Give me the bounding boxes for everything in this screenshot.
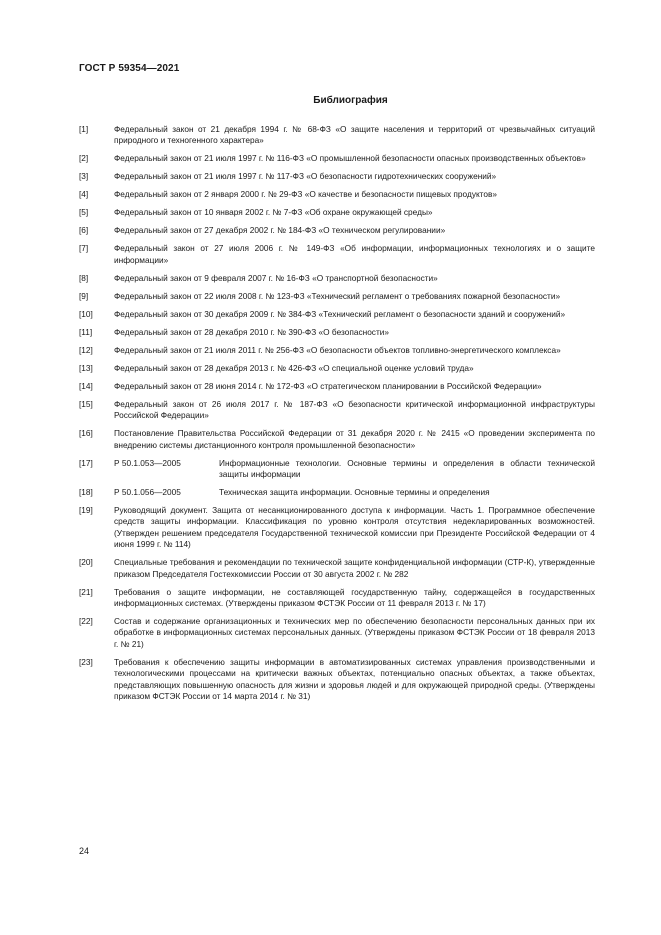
bibliography-entry (79, 487, 595, 498)
entry-number: [19] (79, 505, 93, 516)
section-title: Библиография (313, 95, 388, 106)
entry-text: Требования к обеспечению защиты информации в автоматизированных системах управления производственными и технологическими процессами на критически важных объектах, потенциально опасных объектах, а также объектах, представляющих повышенную опасность для жизни и здоровья людей и для окружающей природной среды. (Утверждены приказом ФСТЭК России от 14 марта 2014 г. № 31) (114, 656, 595, 702)
bibliography-entry (79, 273, 595, 284)
entry-number: [11] (79, 326, 93, 337)
bibliography-entry (79, 657, 595, 703)
bibliography-entry (79, 243, 595, 266)
entry-text: Федеральный закон от 10 января 2002 г. № 7-ФЗ «Об охране окружающей среды» (114, 207, 433, 218)
bibliography-entry (79, 616, 595, 650)
bibliography-entry (79, 399, 595, 422)
entry-text: Федеральный закон от 22 июля 2008 г. № 123-ФЗ «Технический регламент о требованиях пожарной безопасности» (114, 290, 561, 301)
entry-text: Федеральный закон от 21 июля 1997 г. № 117-ФЗ «О безопасности гидротехнических сооружений» (114, 171, 497, 182)
document-code: ГОСТ Р 59354—2021 (79, 63, 180, 74)
entry-number: [5] (79, 207, 89, 218)
page-number: 24 (79, 846, 90, 856)
bibliography-entry (79, 363, 595, 374)
entry-number: [4] (79, 189, 89, 200)
entry-text: Руководящий документ. Защита от несанкционированного доступа к информации. Часть 1. Программное обеспечение средств защиты информации. Классификация по уровню контроля отсутствия недекларированных возможностей. (Утвержден решением председателя Государственной технической комиссии при Президенте Российской Федерации от 4 июня 1999 г. № 114) (114, 505, 595, 550)
bibliography-entry (79, 557, 595, 580)
entry-number: [16] (79, 428, 93, 439)
entry-number: [12] (79, 344, 93, 355)
bibliography-entry (79, 345, 595, 356)
entry-number: [7] (79, 243, 89, 254)
entry-text: Федеральный закон от 2 января 2000 г. № 29-ФЗ «О качестве и безопасности пищевых продуктов» (114, 189, 498, 200)
entry-number: [22] (79, 616, 93, 627)
entry-text: Федеральный закон от 27 июля 2006 г. № 149-ФЗ «Об информации, информационных технологиях и о защите информации» (114, 243, 595, 265)
entry-text: Специальные требования и рекомендации по технической защите конфиденциальной информации (СТР-К), утвержденные приказом Председателя Гостехкомиссии России от 30 августа 2002 г. № 282 (114, 557, 595, 579)
entry-text: Федеральный закон от 21 июля 1997 г. № 116-ФЗ «О промышленной безопасности опасных производственных объектов» (114, 153, 586, 164)
entry-number: [17] (79, 457, 93, 468)
entry-text: Федеральный закон от 27 декабря 2002 г. № 184-ФЗ «О техническом регулировании» (114, 225, 446, 236)
entry-text: Техническая защита информации. Основные термины и определения (219, 487, 490, 498)
entry-number: [14] (79, 380, 93, 391)
bibliography-entry (79, 207, 595, 218)
entry-number: [8] (79, 272, 89, 283)
entry-number: [23] (79, 656, 93, 667)
entry-number: [15] (79, 398, 93, 409)
bibliography-entry (79, 171, 595, 182)
entry-standard-code: Р 50.1.053—2005 (114, 457, 181, 468)
entry-text: Состав и содержание организационных и технических мер по обеспечению безопасности персональных данных при их обработке в информационных системах персональных данных. (Утверждены приказом ФСТЭК России от 18 февраля 2013 г. № 21) (114, 616, 595, 649)
entry-text: Информационные технологии. Основные термины и определения в области технической защиты информации (219, 457, 595, 480)
bibliography-entry (79, 309, 595, 320)
entry-number: [10] (79, 308, 93, 319)
bibliography-entry (79, 124, 595, 147)
bibliography-entry (79, 225, 595, 236)
entry-text: Федеральный закон от 30 декабря 2009 г. № 384-ФЗ «Технический регламент о безопасности зданий и сооружений» (114, 308, 566, 319)
bibliography-entry (79, 381, 595, 392)
entry-number: [9] (79, 290, 89, 301)
bibliography-entry (79, 505, 595, 551)
entry-text: Федеральный закон от 26 июля 2017 г. № 187-ФЗ «О безопасности критической информационной инфраструктуры Российской Федерации» (114, 398, 595, 421)
bibliography-entry (79, 153, 595, 164)
entry-number: [2] (79, 153, 89, 164)
bibliography-entry (79, 428, 595, 451)
entry-text: Федеральный закон от 21 июля 2011 г. № 256-ФЗ «О безопасности объектов топливно-энергетического комплекса» (114, 344, 561, 355)
entry-text: Федеральный закон от 28 декабря 2010 г. № 390-ФЗ «О безопасности» (114, 326, 389, 337)
entry-standard-code: Р 50.1.056—2005 (114, 487, 181, 498)
entry-number: [3] (79, 171, 89, 182)
bibliography-entry (79, 189, 595, 200)
entry-number: [20] (79, 557, 93, 568)
entry-text: Федеральный закон от 21 декабря 1994 г. № 68-ФЗ «О защите населения и территорий от чрезвычайных ситуаций природного и техногенного характера» (114, 124, 595, 146)
entry-number: [13] (79, 362, 93, 373)
bibliography-list (79, 124, 595, 709)
entry-text: Федеральный закон от 9 февраля 2007 г. № 16-ФЗ «О транспортной безопасности» (114, 272, 438, 283)
entry-text: Федеральный закон от 28 декабря 2013 г. № 426-ФЗ «О специальной оценке условий труда» (114, 362, 474, 373)
entry-number: [6] (79, 225, 89, 236)
entry-number: [18] (79, 487, 93, 498)
entry-number: [1] (79, 124, 89, 134)
bibliography-entry (79, 327, 595, 338)
entry-text: Федеральный закон от 28 июня 2014 г. № 172-ФЗ «О стратегическом планировании в Российской Федерации» (114, 380, 542, 391)
bibliography-entry (79, 291, 595, 302)
entry-text: Требования о защите информации, не составляющей государственную тайну, содержащейся в государственных информационных системах. (Утверждены приказом ФСТЭК России от 11 февраля 2013 г. № 17) (114, 586, 595, 609)
entry-number: [21] (79, 586, 93, 597)
bibliography-entry (79, 587, 595, 610)
entry-text: Постановление Правительства Российской Федерации от 31 декабря 2020 г. № 2415 «О проведении эксперимента по внедрению системы дистанционного контроля промышленной безопасности» (114, 428, 595, 450)
bibliography-entry (79, 458, 595, 481)
